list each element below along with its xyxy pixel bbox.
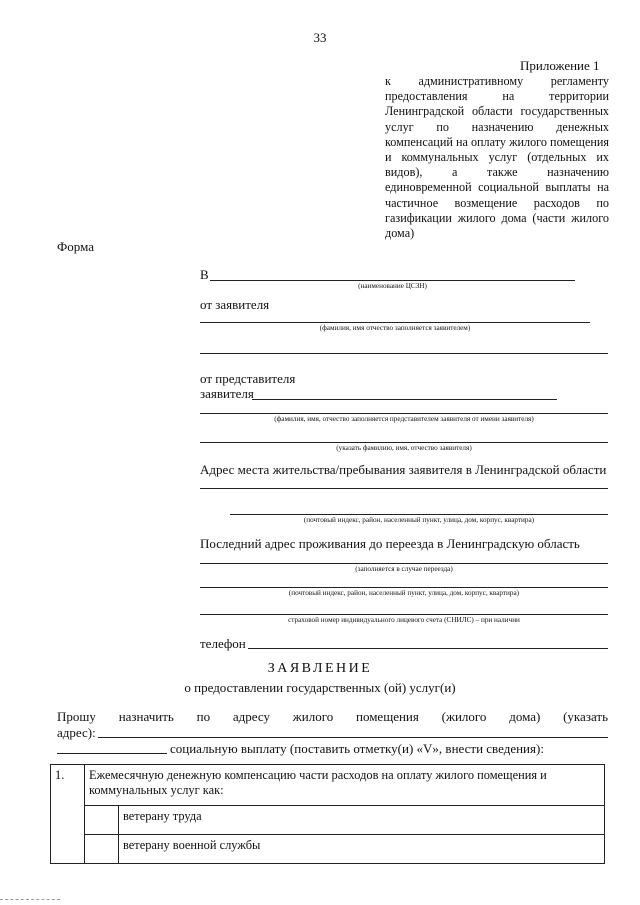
applicant-field-2[interactable] bbox=[200, 353, 608, 354]
representative-label: от представителя bbox=[200, 371, 296, 386]
address-hint: (почтовый индекс, район, населенный пункт, улица, дом, корпус, квартира) bbox=[303, 516, 535, 524]
option-text: Ежемесячную денежную компенсацию части расходов на оплату жилого помещения и коммунальных услуг как: bbox=[85, 765, 605, 806]
appendix-title: Приложение 1 bbox=[520, 58, 600, 73]
last-address-field-2[interactable] bbox=[200, 587, 608, 588]
applicant-field[interactable] bbox=[200, 322, 590, 323]
request-line-2: адрес): bbox=[57, 725, 96, 740]
sub-option-checkbox[interactable] bbox=[85, 806, 119, 835]
address-field-2[interactable] bbox=[230, 514, 608, 515]
last-address-label: Последний адрес проживания до переезда в Ленинградскую область bbox=[200, 536, 580, 551]
sub-option-label: ветерану военной службы bbox=[119, 835, 605, 864]
sub-option-row bbox=[51, 835, 605, 864]
request-line-3: социальную выплату (поставить отметку(и) «V», внести сведения): bbox=[170, 741, 544, 756]
snils-field[interactable] bbox=[200, 614, 608, 615]
page-number: 33 bbox=[313, 30, 327, 45]
address-label: Адрес места жительства/пребывания заявителя в Ленинградской области bbox=[200, 462, 607, 477]
sub-option-label: ветерану труда bbox=[119, 806, 605, 835]
options-table bbox=[50, 764, 605, 864]
option-number: 1. bbox=[51, 765, 85, 864]
request-address-field[interactable] bbox=[98, 737, 608, 738]
last-address-hint-2: (почтовый индекс, район, населенный пункт, улица, дом, корпус, квартира) bbox=[288, 589, 520, 597]
applicant-name-field[interactable] bbox=[200, 442, 608, 443]
to-hint: (наименование ЦСЗН) bbox=[358, 282, 427, 290]
request-address-field-2[interactable] bbox=[57, 753, 167, 754]
phone-label: телефон bbox=[200, 636, 246, 651]
statement-title: ЗАЯВЛЕНИЕ bbox=[267, 661, 373, 676]
sub-option-checkbox[interactable] bbox=[85, 835, 119, 864]
option-row bbox=[51, 765, 605, 806]
phone-field[interactable] bbox=[248, 648, 608, 649]
to-field[interactable] bbox=[210, 280, 575, 281]
appendix-text: к административному регламенту предоставления на территории Ленинградской области государственных услуг по назначению денежных компенсаций на оплату жилого помещения и коммунальных услуг (отдельных их видов), а также назначению единовременной социальной выплаты на частичное возмещение расходов по газификации жилого дома (части жилого дома) bbox=[385, 74, 609, 241]
statement-subtitle: о предоставлении государственных (ой) услуг(и) bbox=[184, 680, 456, 695]
applicant-hint: (фамилия, имя отчество заполняется заявителем) bbox=[319, 324, 471, 332]
request-line-1: Прошу назначить по адресу жилого помещения (жилого дома) (указать bbox=[57, 709, 608, 724]
representative-label-2: заявителя bbox=[200, 386, 254, 401]
applicant-name-hint: (указать фамилию, имя, отчество заявителя) bbox=[336, 444, 472, 452]
last-address-field[interactable] bbox=[200, 563, 608, 564]
representative-hint: (фамилия, имя, отчество заполняется представителем заявителя от имени заявителя) bbox=[274, 415, 534, 423]
representative-field[interactable] bbox=[252, 399, 557, 400]
applicant-label: от заявителя bbox=[200, 297, 270, 312]
sub-option-row bbox=[51, 806, 605, 835]
page-edge-mark bbox=[0, 899, 60, 900]
address-field[interactable] bbox=[200, 488, 608, 489]
form-label: Форма bbox=[57, 239, 94, 254]
to-prefix: В bbox=[200, 267, 209, 282]
snils-hint: страховой номер индивидуального лицевого счета (СНИЛС) – при наличии bbox=[288, 616, 520, 624]
last-address-hint-1: (заполняется в случае переезда) bbox=[355, 565, 453, 573]
representative-field-2[interactable] bbox=[200, 413, 608, 414]
